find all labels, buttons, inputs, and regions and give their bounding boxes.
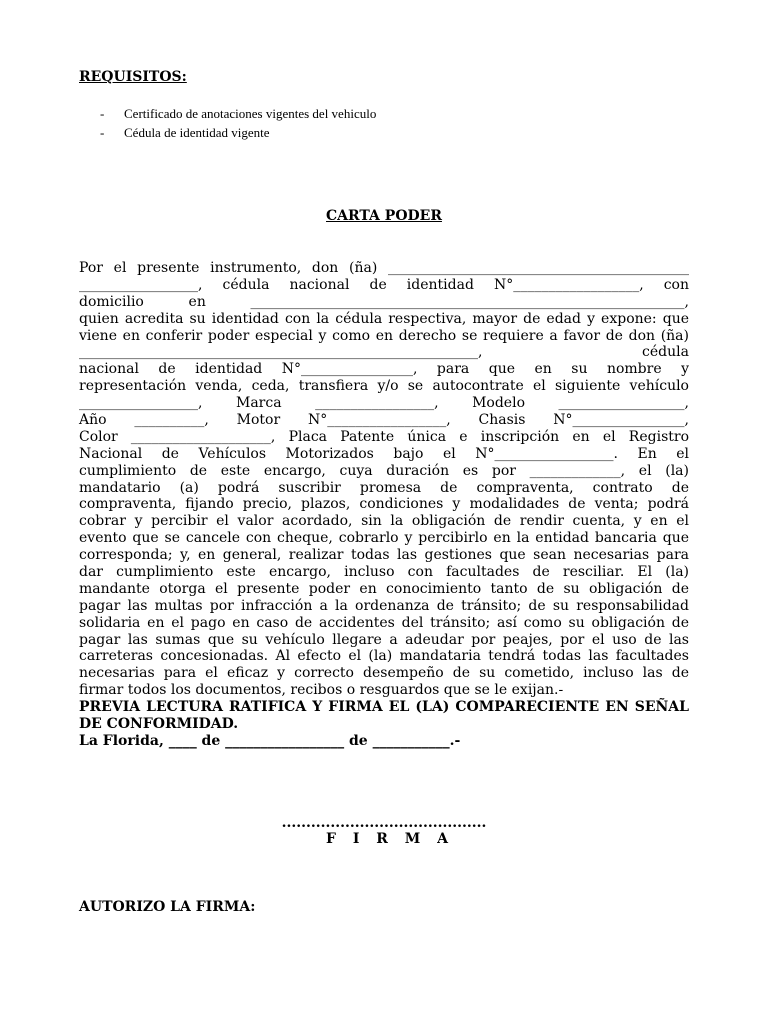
list-item-text: Certificado de anotaciones vigentes del vehiculo bbox=[124, 106, 377, 121]
paragraph-line: _________________, Marca _________________, Modelo __________________, bbox=[79, 395, 689, 412]
signature-line: .......................................... bbox=[281, 815, 487, 831]
paragraph-line: quien acredita su identidad con la cédula respectiva, mayor de edad y expone: que bbox=[79, 310, 689, 327]
requisitos-heading: REQUISITOS: bbox=[79, 69, 187, 85]
paragraph-line: mandante otorga el presente poder en conocimiento tanto de su obligación de bbox=[79, 580, 689, 597]
signature-label: F I R M A bbox=[326, 831, 454, 847]
ratification-line: PREVIA LECTURA RATIFICA Y FIRMA EL (LA) COMPARECIENTE EN SEÑAL bbox=[79, 699, 689, 716]
paragraph-line: dar cumplimiento este encargo, incluso con facultades de resciliar. El (la) bbox=[79, 564, 689, 581]
carta-body bbox=[79, 260, 689, 750]
list-item bbox=[100, 104, 376, 123]
list-bullet: - bbox=[100, 106, 105, 121]
paragraph-line: solidaria en el pago en caso de accidentes del tránsito; así como su obligación de bbox=[79, 614, 689, 631]
paragraph-line: compraventa, fijando precio, plazos, condiciones y modalidades de venta; podrá bbox=[79, 496, 689, 513]
paragraph-line: cumplimiento de este encargo, cuya duración es por _____________, el (la) bbox=[79, 462, 689, 479]
autorizo-firma-label: AUTORIZO LA FIRMA: bbox=[79, 899, 256, 915]
date-line: La Florida, ____ de _________________ de ___________.- bbox=[79, 732, 461, 749]
paragraph-line: firmar todos los documentos, recibos o resguardos que se le exijan.- bbox=[79, 682, 564, 699]
paragraph-line: Por el presente instrumento, don (ña) ___________________________________________ bbox=[79, 260, 689, 276]
paragraph-line: _________________________________________________________, cédula bbox=[79, 344, 689, 361]
list-item-text: Cédula de identidad vigente bbox=[124, 125, 270, 140]
paragraph-line: nacional de identidad N°________________, para que en su nombre y bbox=[79, 361, 689, 378]
paragraph-line: pagar las multas por infracción a la ordenanza de tránsito; de su responsabilidad bbox=[79, 597, 689, 614]
paragraph-line: evento que se cancele con cheque, cobrarlo y percibirlo en la entidad bancaria que bbox=[79, 530, 689, 547]
paragraph-line: viene en conferir poder especial y como en derecho se requiere a favor de don (ña) bbox=[79, 327, 689, 344]
list-item bbox=[100, 123, 376, 142]
paragraph-line: Año __________, Motor N°_________________, Chasis N°________________, bbox=[79, 412, 689, 429]
paragraph-line: pagar las sumas que su vehículo llegare a adeudar por peajes, por el uso de las bbox=[79, 631, 689, 648]
carta-poder-title: CARTA PODER bbox=[326, 208, 442, 224]
list-bullet: - bbox=[100, 125, 105, 140]
paragraph-line: corresponda; y, en general, realizar todas las gestiones que sean necesarias para bbox=[79, 547, 689, 564]
paragraph-line: Nacional de Vehículos Motorizados bajo el N°_________________. En el bbox=[79, 445, 689, 462]
paragraph-line: necesarias para el eficaz y correcto desempeño de su cometido, incluso las de bbox=[79, 665, 689, 682]
paragraph-line: representación venda, ceda, transfiera y/o se autocontrate el siguiente vehículo bbox=[79, 378, 689, 395]
paragraph-line: cobrar y percibir el valor acordado, sin la obligación de rendir cuenta, y en el bbox=[79, 513, 689, 530]
paragraph-line: _________________, cédula nacional de identidad N°__________________, con bbox=[79, 276, 689, 293]
ratification-line: DE CONFORMIDAD. bbox=[79, 716, 239, 733]
paragraph-line: Color ____________________, Placa Patente única e inscripción en el Registro bbox=[79, 428, 689, 445]
paragraph-line: mandatario (a) podrá suscribir promesa de compraventa, contrato de bbox=[79, 479, 689, 496]
requisitos-list bbox=[100, 104, 376, 142]
paragraph-line: carreteras concesionadas. Al efecto el (la) mandataria tendrá todas las facultades bbox=[79, 648, 689, 665]
paragraph-line: domicilio en ______________________________________________________________, bbox=[79, 293, 689, 310]
